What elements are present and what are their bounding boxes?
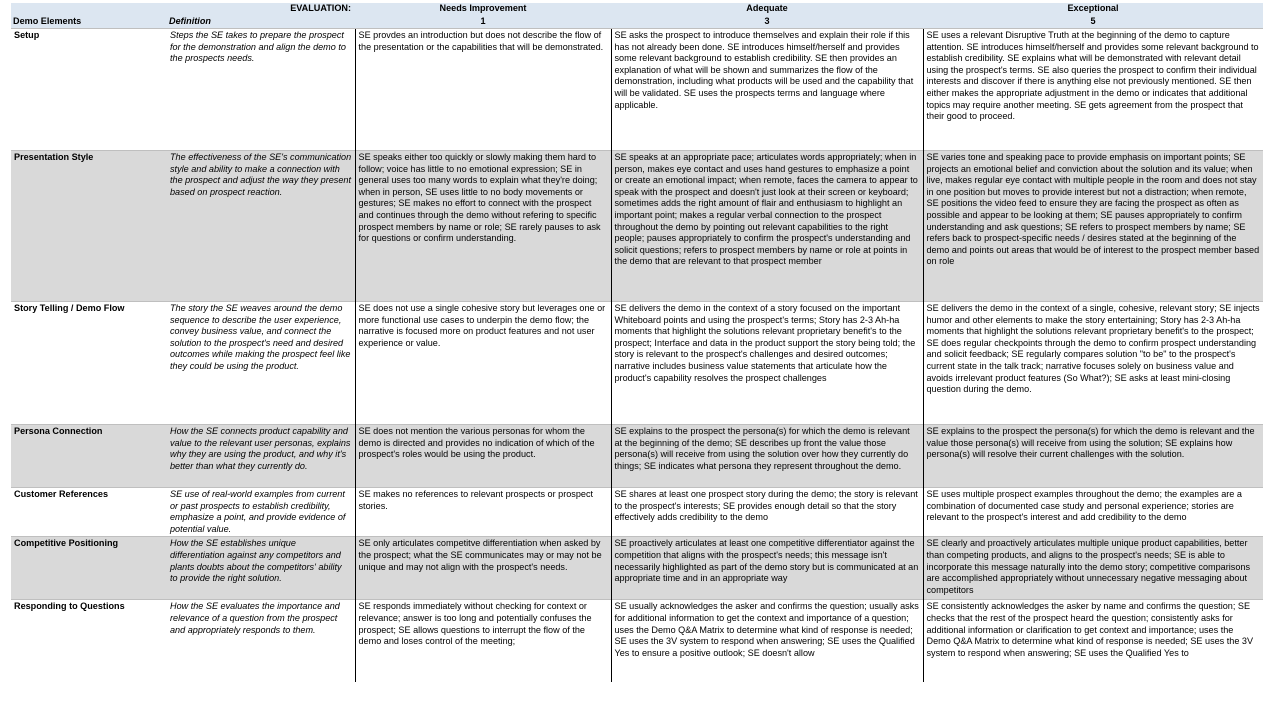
table-row bbox=[11, 425, 1263, 488]
adequate-cell: SE asks the prospect to introduce themselves and explain their role if this has not already been done. SE introduces himself/herself and provides some relevant background to establish credibility. SE then provides an explanation of what will be shown and summarizes the flow of the demonstration, including what products will be used and the capability that will be validated. SE uses the prospects terms and language where applicable. bbox=[611, 29, 923, 151]
table-row bbox=[11, 488, 1263, 537]
table-row bbox=[11, 29, 1263, 151]
score-needs-improvement: 1 bbox=[355, 15, 611, 29]
definition-cell: How the SE establishes unique differentiation against any competitors and plants doubts about the competitors' ability to provide the right solution. bbox=[167, 537, 355, 600]
definition-cell: How the SE connects product capability and value to the relevant user personas, explains why they are using the product, and why it's better than what they currently do. bbox=[167, 425, 355, 488]
table-row bbox=[11, 151, 1263, 302]
exceptional-cell: SE explains to the prospect the persona(s) for which the demo is relevant and the value those persona(s) will receive from using the solution; SE explains how persona(s) will resolve their current challenges with the solution. bbox=[923, 425, 1263, 488]
demo-evaluation-rubric-table bbox=[11, 3, 1263, 682]
evaluation-label: EVALUATION: bbox=[167, 3, 355, 15]
header-row-scores bbox=[11, 15, 1263, 29]
adequate-cell: SE proactively articulates at least one competitive differentiator against the competition that aligns with the prospect's needs; this message isn't necessarily highlighted as part of the demo story but is communicated at an appropriate time and in an appropriate way bbox=[611, 537, 923, 600]
definition-cell: Steps the SE takes to prepare the prospect for the demonstration and align the demo to the prospects needs. bbox=[167, 29, 355, 151]
table-row bbox=[11, 537, 1263, 600]
exceptional-cell: SE uses a relevant Disruptive Truth at the beginning of the demo to capture attention. SE introduces himself/herself and provides some relevant background to establish credibility. SE explains what will be demonstrated with relevant detail using the prospect's terms. SE also queries the prospect to confirm their individual interests and discover if there is anything else not previously mentioned. SE then either makes the appropriate adjustment in the demo or indicates that additional topics may require another meeting. SE gets agreement from the prospect that their good to proceed. bbox=[923, 29, 1263, 151]
needs-improvement-cell: SE makes no references to relevant prospects or prospect stories. bbox=[355, 488, 611, 537]
demo-element-name: Setup bbox=[11, 29, 167, 151]
needs-improvement-cell: SE responds immediately without checking for context or relevance; answer is too long and potentially confuses the prospect; SE allows questions to interrupt the flow of the demo and loses control of the meeting; bbox=[355, 600, 611, 683]
demo-elements-label: Demo Elements bbox=[11, 15, 167, 29]
exceptional-cell: SE clearly and proactively articulates multiple unique product capabilities, better than competing products, and aligns to the prospect's needs; SE is able to incorporate this message naturally into the demo story; competitive comparisons are accomplished appropriately without unnecessary negative messaging about competitors bbox=[923, 537, 1263, 600]
definition-cell: The story the SE weaves around the demo sequence to describe the user experience, convey business value, and connect the solution to the prospect's need and desired outcomes while making the prospect feel like they could be using the product. bbox=[167, 302, 355, 425]
definition-cell: How the SE evaluates the importance and relevance of a question from the prospect and appropriately responds to them. bbox=[167, 600, 355, 683]
adequate-cell: SE usually acknowledges the asker and confirms the question; usually asks for additional information to get the context and importance of a question; uses the Demo Q&A Matrix to determine what kind of response is needed; SE uses the 3V system to respond when answering; SE uses the Qualified Yes to ensure a positive outlook; SE doesn't allow bbox=[611, 600, 923, 683]
exceptional-cell: SE varies tone and speaking pace to provide emphasis on important points; SE projects an emotional belief and conviction about the solution and its value; when live, makes regular eye contact with multiple people in the room and does not stay in one position but moves to provide interest but not a distraction; when remote, SE positions the video feed to ensure they are facing the prospect as often as possible and appear to be looking at them; SE pauses appropriately to confirm understanding and ask questions; SE refers to prospect members by name; SE refers back to prospect-specific needs / desires stated at the beginning of the demo and points out areas that would be of interest to the prospect member based on role bbox=[923, 151, 1263, 302]
header-exceptional: Exceptional bbox=[923, 3, 1263, 15]
definition-cell: The effectiveness of the SE's communication style and ability to make a connection with the prospect and adjust the way they present based on prospect reaction. bbox=[167, 151, 355, 302]
exceptional-cell: SE delivers the demo in the context of a single, cohesive, relevant story; SE injects humor and other elements to make the story entertaining; Story has 2-3 Ah-ha moments that highlight the solutions relevant proprietary benefit's to the prospect; SE does regular checkpoints through the demo to confirm prospect understanding and solicit feedback; SE regularly compares solution "to be" to the prospect's current state in the talk track; narrative focuses solely on business value and avoids irrelevant product features (So What?); SE asks at least mini-closing question during the demo. bbox=[923, 302, 1263, 425]
definition-cell: SE use of real-world examples from current or past prospects to establish credibility, emphasize a point, and provide evidence of potential value. bbox=[167, 488, 355, 537]
demo-element-name: Competitive Positioning bbox=[11, 537, 167, 600]
rubric-body bbox=[11, 29, 1263, 683]
needs-improvement-cell: SE does not mention the various personas for whom the demo is directed and provides no indication of which of the prospect's roles would be using the product. bbox=[355, 425, 611, 488]
header-adequate: Adequate bbox=[611, 3, 923, 15]
rubric-header bbox=[11, 3, 1263, 29]
adequate-cell: SE delivers the demo in the context of a story focused on the important Whiteboard points and using the prospect's terms; Story has 2-3 Ah-ha moments that highlight the solutions relevant proprietary benefit's to the prospect; Interface and data in the product support the story being told; the story is relevant to the prospect's challenges and desired outcomes; narrative includes business value statements that articulate how the product's capability resolves the prospect challenges bbox=[611, 302, 923, 425]
demo-element-name: Presentation Style bbox=[11, 151, 167, 302]
needs-improvement-cell: SE does not use a single cohesive story but leverages one or more functional use cases to underpin the demo flow; the narrative is focused more on product features and not user experience or value. bbox=[355, 302, 611, 425]
needs-improvement-cell: SE provdes an introduction but does not describe the flow of the presentation or the capabilities that will be demonstrated. bbox=[355, 29, 611, 151]
needs-improvement-cell: SE speaks either too quickly or slowly making them hard to follow; voice has little to no emotional expression; SE in general uses too many words to explain what they're doing; when in person, SE uses little to no body movements or gestures; SE makes no effort to connect with the prospect and continues through the demo without refering to specific prospect members by name or role; SE rarely pauses to ask for questions or confirm understanding. bbox=[355, 151, 611, 302]
exceptional-cell: SE consistently acknowledges the asker by name and confirms the question; SE checks that the rest of the prospect heard the question; consistently asks for additional information or clarification to get context and importance; uses the Demo Q&A Matrix to determine what kind of response is needed; SE uses the 3V system to respond when answering; SE uses the Qualified Yes to bbox=[923, 600, 1263, 683]
table-row bbox=[11, 600, 1263, 683]
table-row bbox=[11, 302, 1263, 425]
header-needs-improvement: Needs Improvement bbox=[355, 3, 611, 15]
needs-improvement-cell: SE only articulates competitve differentiation when asked by the prospect; what the SE communicates may or may not be unique and may not align with the prospect's needs. bbox=[355, 537, 611, 600]
exceptional-cell: SE uses multiple prospect examples throughout the demo; the examples are a combination of documented case study and personal experience; stories are relevant to the prospect's interest and add credibility to the demo bbox=[923, 488, 1263, 537]
adequate-cell: SE speaks at an appropriate pace; articulates words appropriately; when in person, makes eye contact and uses hand gestures to emphasize a point or create an emotional impact; when remote, faces the camera to appear to speak with the prospect and doesn't just look at their screen or keyboard; sometimes adds the right amount of flair and enthusiasm to highlight an important point; makes a regular verbal connection to the prospect throughout the demo by pointing out relevant capabilities to the right people; pauses appropriately to confirm the prospect's understanding and solicit questions; refers to prospect members by name or role at points in the demo that are relevant to that prospect member bbox=[611, 151, 923, 302]
header-row-levels bbox=[11, 3, 1263, 15]
demo-element-name: Persona Connection bbox=[11, 425, 167, 488]
definition-label: Definition bbox=[167, 15, 355, 29]
header-blank bbox=[11, 3, 167, 15]
score-adequate: 3 bbox=[611, 15, 923, 29]
adequate-cell: SE shares at least one prospect story during the demo; the story is relevant to the prospect's interests; SE provides enough detail so that the story effectively adds credibility to the demo bbox=[611, 488, 923, 537]
demo-element-name: Story Telling / Demo Flow bbox=[11, 302, 167, 425]
demo-element-name: Customer References bbox=[11, 488, 167, 537]
demo-element-name: Responding to Questions bbox=[11, 600, 167, 683]
score-exceptional: 5 bbox=[923, 15, 1263, 29]
adequate-cell: SE explains to the prospect the persona(s) for which the demo is relevant at the beginning of the demo; SE describes up front the value those persona(s) will receive from using the solution over how they currently do things; SE indicates what persona they represent throughout the demo. bbox=[611, 425, 923, 488]
